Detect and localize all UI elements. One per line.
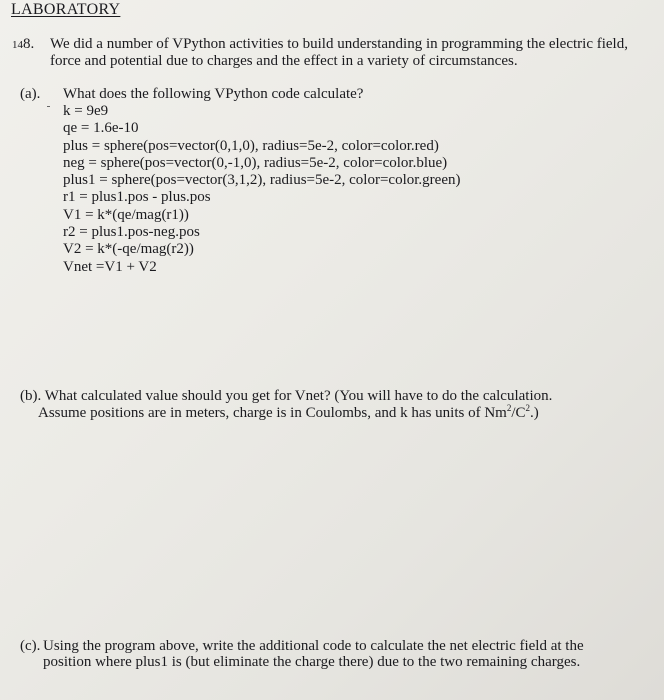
question-intro: We did a number of VPython activities to build understanding in programming the electric field, force and potential due to charges and the effect in a variety of circumstances. [50, 36, 628, 69]
part-b-label: (b). [20, 388, 42, 404]
page-header: LABORATORY [11, 1, 121, 18]
question-number-suffix: 8. [23, 36, 35, 52]
margin-mark [47, 106, 50, 107]
code-line: r1 = plus1.pos - plus.pos [63, 189, 211, 206]
part-b-units-mid: /C [511, 405, 526, 421]
question-number-prefix: 14 [12, 39, 23, 51]
part-c-label: (c). [20, 638, 41, 654]
code-line: neg = sphere(pos=vector(0,-1,0), radius=5e-2, color=color.blue) [63, 154, 448, 171]
code-line: plus1 = sphere(pos=vector(3,1,2), radius=5e-2, color=color.green) [63, 172, 461, 189]
part-a-label: (a). [20, 86, 41, 102]
code-line: V1 = k*(qe/mag(r1)) [63, 206, 189, 223]
part-b-sup2: 2 [525, 403, 531, 413]
part-c-question: Using the program above, write the additional code to calculate the net electric field at the position where plus1 is (but eliminate the charge there) due to the two remaining charges. [43, 638, 584, 670]
code-line: r2 = plus1.pos-neg.pos [63, 224, 200, 241]
code-line: k = 9e9 [63, 103, 109, 119]
part-b-units-end: .) [530, 405, 539, 421]
code-line: qe = 1.6e-10 [63, 120, 139, 137]
part-b-line2 [38, 405, 638, 422]
part-b-sup1: 2 [506, 403, 512, 413]
code-line: plus = sphere(pos=vector(0,1,0), radius=5e-2, color=color.red) [63, 137, 439, 154]
part-b-units-text: Assume positions are in meters, charge is in Coulombs, and k has units of Nm [38, 405, 507, 421]
code-block [63, 103, 460, 276]
question-number [12, 36, 34, 53]
part-a-question: What does the following VPython code calculate? [63, 86, 364, 102]
code-line: Vnet =V1 + V2 [63, 258, 157, 275]
part-b-question: What calculated value should you get for Vnet? (You will have to do the calculation. [44, 388, 553, 404]
code-line: V2 = k*(-qe/mag(r2)) [63, 241, 194, 258]
